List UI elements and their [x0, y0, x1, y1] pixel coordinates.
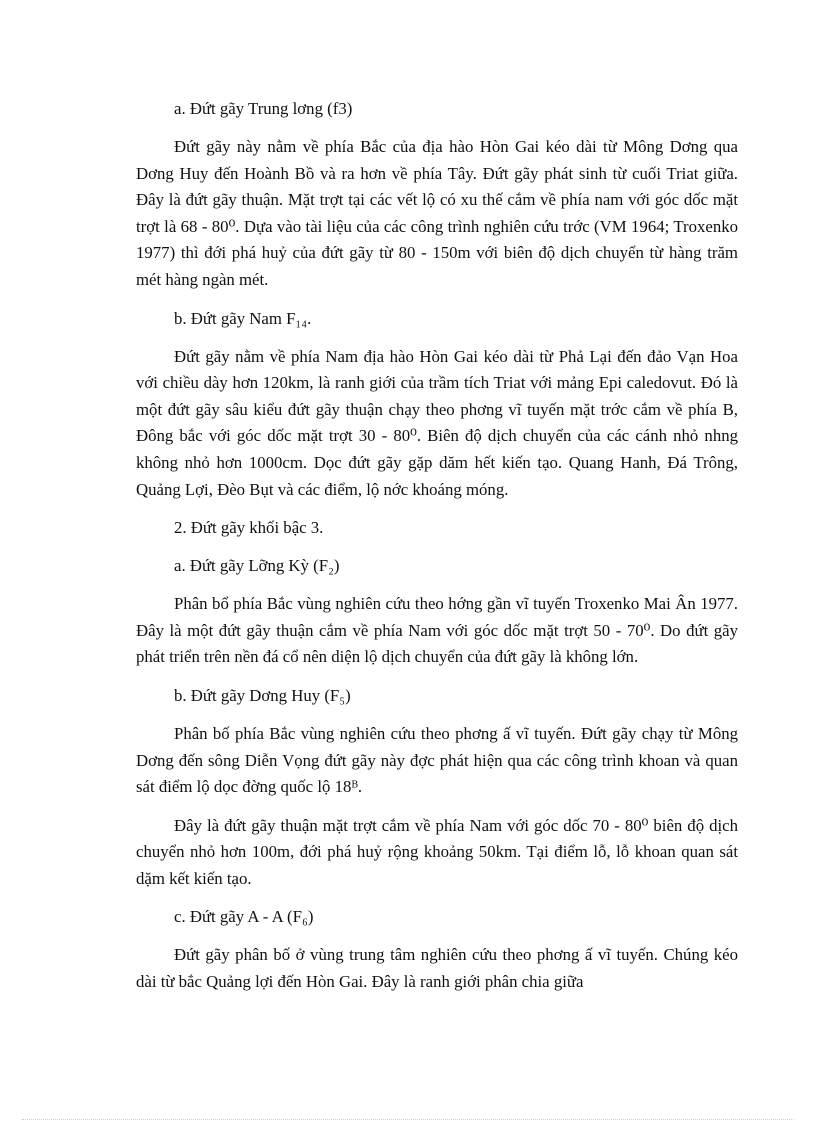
page-bottom-rule [22, 1119, 794, 1120]
paragraph-luong-ky: Phân bổ phía Bắc vùng nghiên cứu theo hớng gần vĩ tuyến Troxenko Mai Ân 1977. Đây là một đứt gãy thuận cắm về phía Nam với góc dốc mặt trợt 50 - 70⁰. Do đứt gãy phát triển trên nền đá cổ nên diện lộ dịch chuyển của đứt gãy là không lớn. [136, 594, 738, 667]
section-heading-trung-luong: a. Đứt gãy Trung lơng (f3) [174, 99, 353, 118]
section-heading-nam-f14: b. Đứt gãy Nam F₁₄. [174, 308, 312, 328]
paragraph-a-a: Đứt gãy phân bố ở vùng trung tâm nghiên cứu theo phơng ấ vĩ tuyến. Chúng kéo dài từ bắc Quảng lợi đến Hòn Gai. Đây là ranh giới phân chia giữa [136, 945, 738, 992]
paragraph-nam-f14: Đứt gãy nằm về phía Nam địa hào Hòn Gai kéo dài từ Phả Lại đến đảo Vạn Hoa với chiều dày hơn 120km, là ranh giới của trầm tích Triat với mảng Epi caledovut. Đó là một đứt gãy sâu kiểu đứt gãy thuận chạy theo phơng vĩ tuyến mặt trớc cắm về phía B, Đông bắc với góc dốc mặt trợt 30 - 80⁰. Biên độ dịch chuyển của các cánh nhỏ nhng không nhỏ hơn 1000cm. Dọc đứt gãy gặp dăm hết kiến tạo. Quang Hanh, Đá Trông, Quảng Lợi, Đèo Bụt và các điểm, lộ nớc khoáng móng. [136, 346, 738, 499]
paragraph-duong-huy-2: Đây là đứt gãy thuận mặt trợt cắm về phía Nam với góc dốc 70 - 80⁰ biên độ dịch chuyển nhỏ hơn 100m, đới phá huỷ rộng khoảng 50km. Tại điểm lỗ, lỗ khoan quan sát dặm kết kiến tạo. [136, 815, 738, 888]
section-heading-block-3: 2. Đứt gãy khối bậc 3. [174, 518, 324, 538]
paragraph-duong-huy-1: Phân bố phía Bắc vùng nghiên cứu theo phơng ấ vĩ tuyến. Đứt gãy chạy từ Mông Dơng đến sông Diễn Vọng đứt gãy này đợc phát hiện qua các công trình khoan và quan sát điểm lộ dọc đờng quốc lộ 18ᴮ. [136, 723, 738, 797]
paragraph-trung-luong: Đứt gãy này nằm về phía Bắc của địa hào Hòn Gai kéo dài từ Mông Dơng qua Dơng Huy đến Hoành Bồ và ra hơn về phía Tây. Đứt gãy phát sinh từ cuối Triat giữa. Đây là đứt gãy thuận. Mặt trợt tại các vết lộ có xu thế cắm về phía nam với góc dốc mặt trợt là 68 - 80⁰. Dựa vào tài liệu của các công trình nghiên cứu trớc (VM 1964; Troxenko 1977) thì đới phá huỷ của đứt gãy từ 80 - 150m với biên độ dịch chuyển từ hàng trăm mét hàng ngàn mét. [136, 137, 738, 289]
section-heading-a-a: c. Đứt gãy A - A (F₆) [174, 907, 314, 927]
section-heading-duong-huy: b. Đứt gãy Dơng Huy (F₅) [174, 685, 351, 705]
document-page [136, 96, 738, 1008]
section-heading-luong-ky: a. Đứt gãy Lỡng Kỳ (F₂) [174, 556, 340, 576]
